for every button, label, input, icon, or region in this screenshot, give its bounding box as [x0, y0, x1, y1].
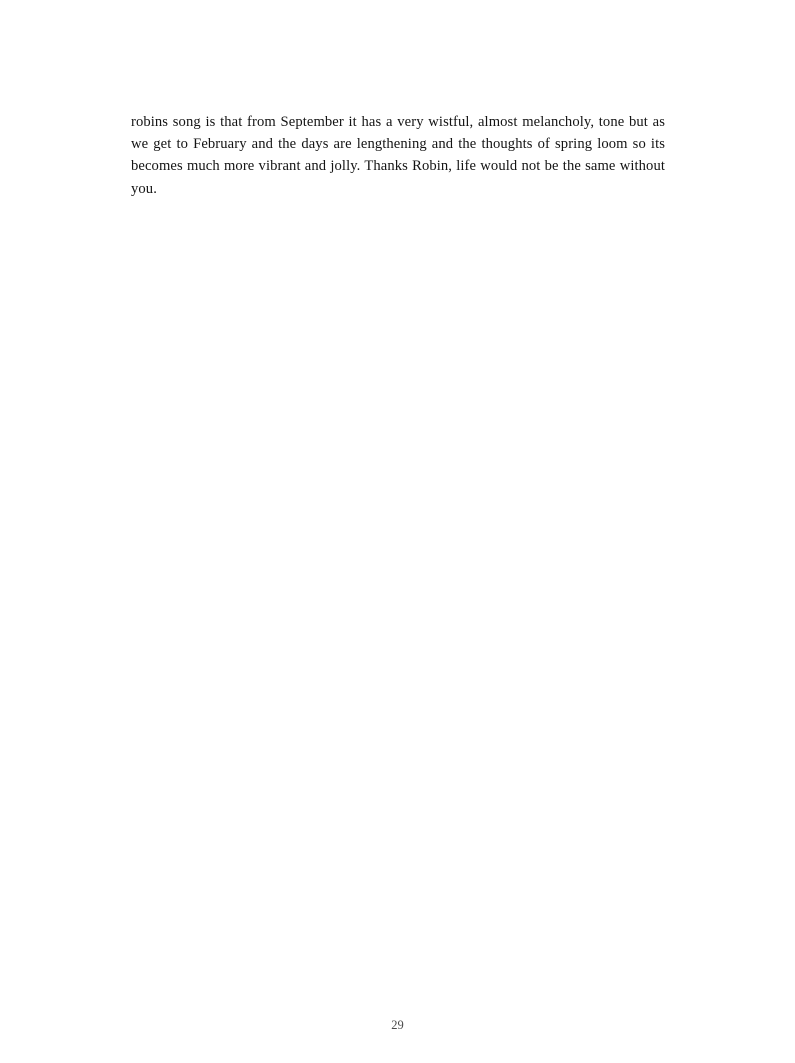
- body-paragraph: robins song is that from September it has a very wistful, almost melancholy, tone but as we get to February and the days are lengthening and the thoughts of spring loom so its becomes much more vibrant and jolly. Thanks Robin, life would not be the same without you.: [131, 113, 665, 197]
- page-number: 29: [391, 1018, 404, 1032]
